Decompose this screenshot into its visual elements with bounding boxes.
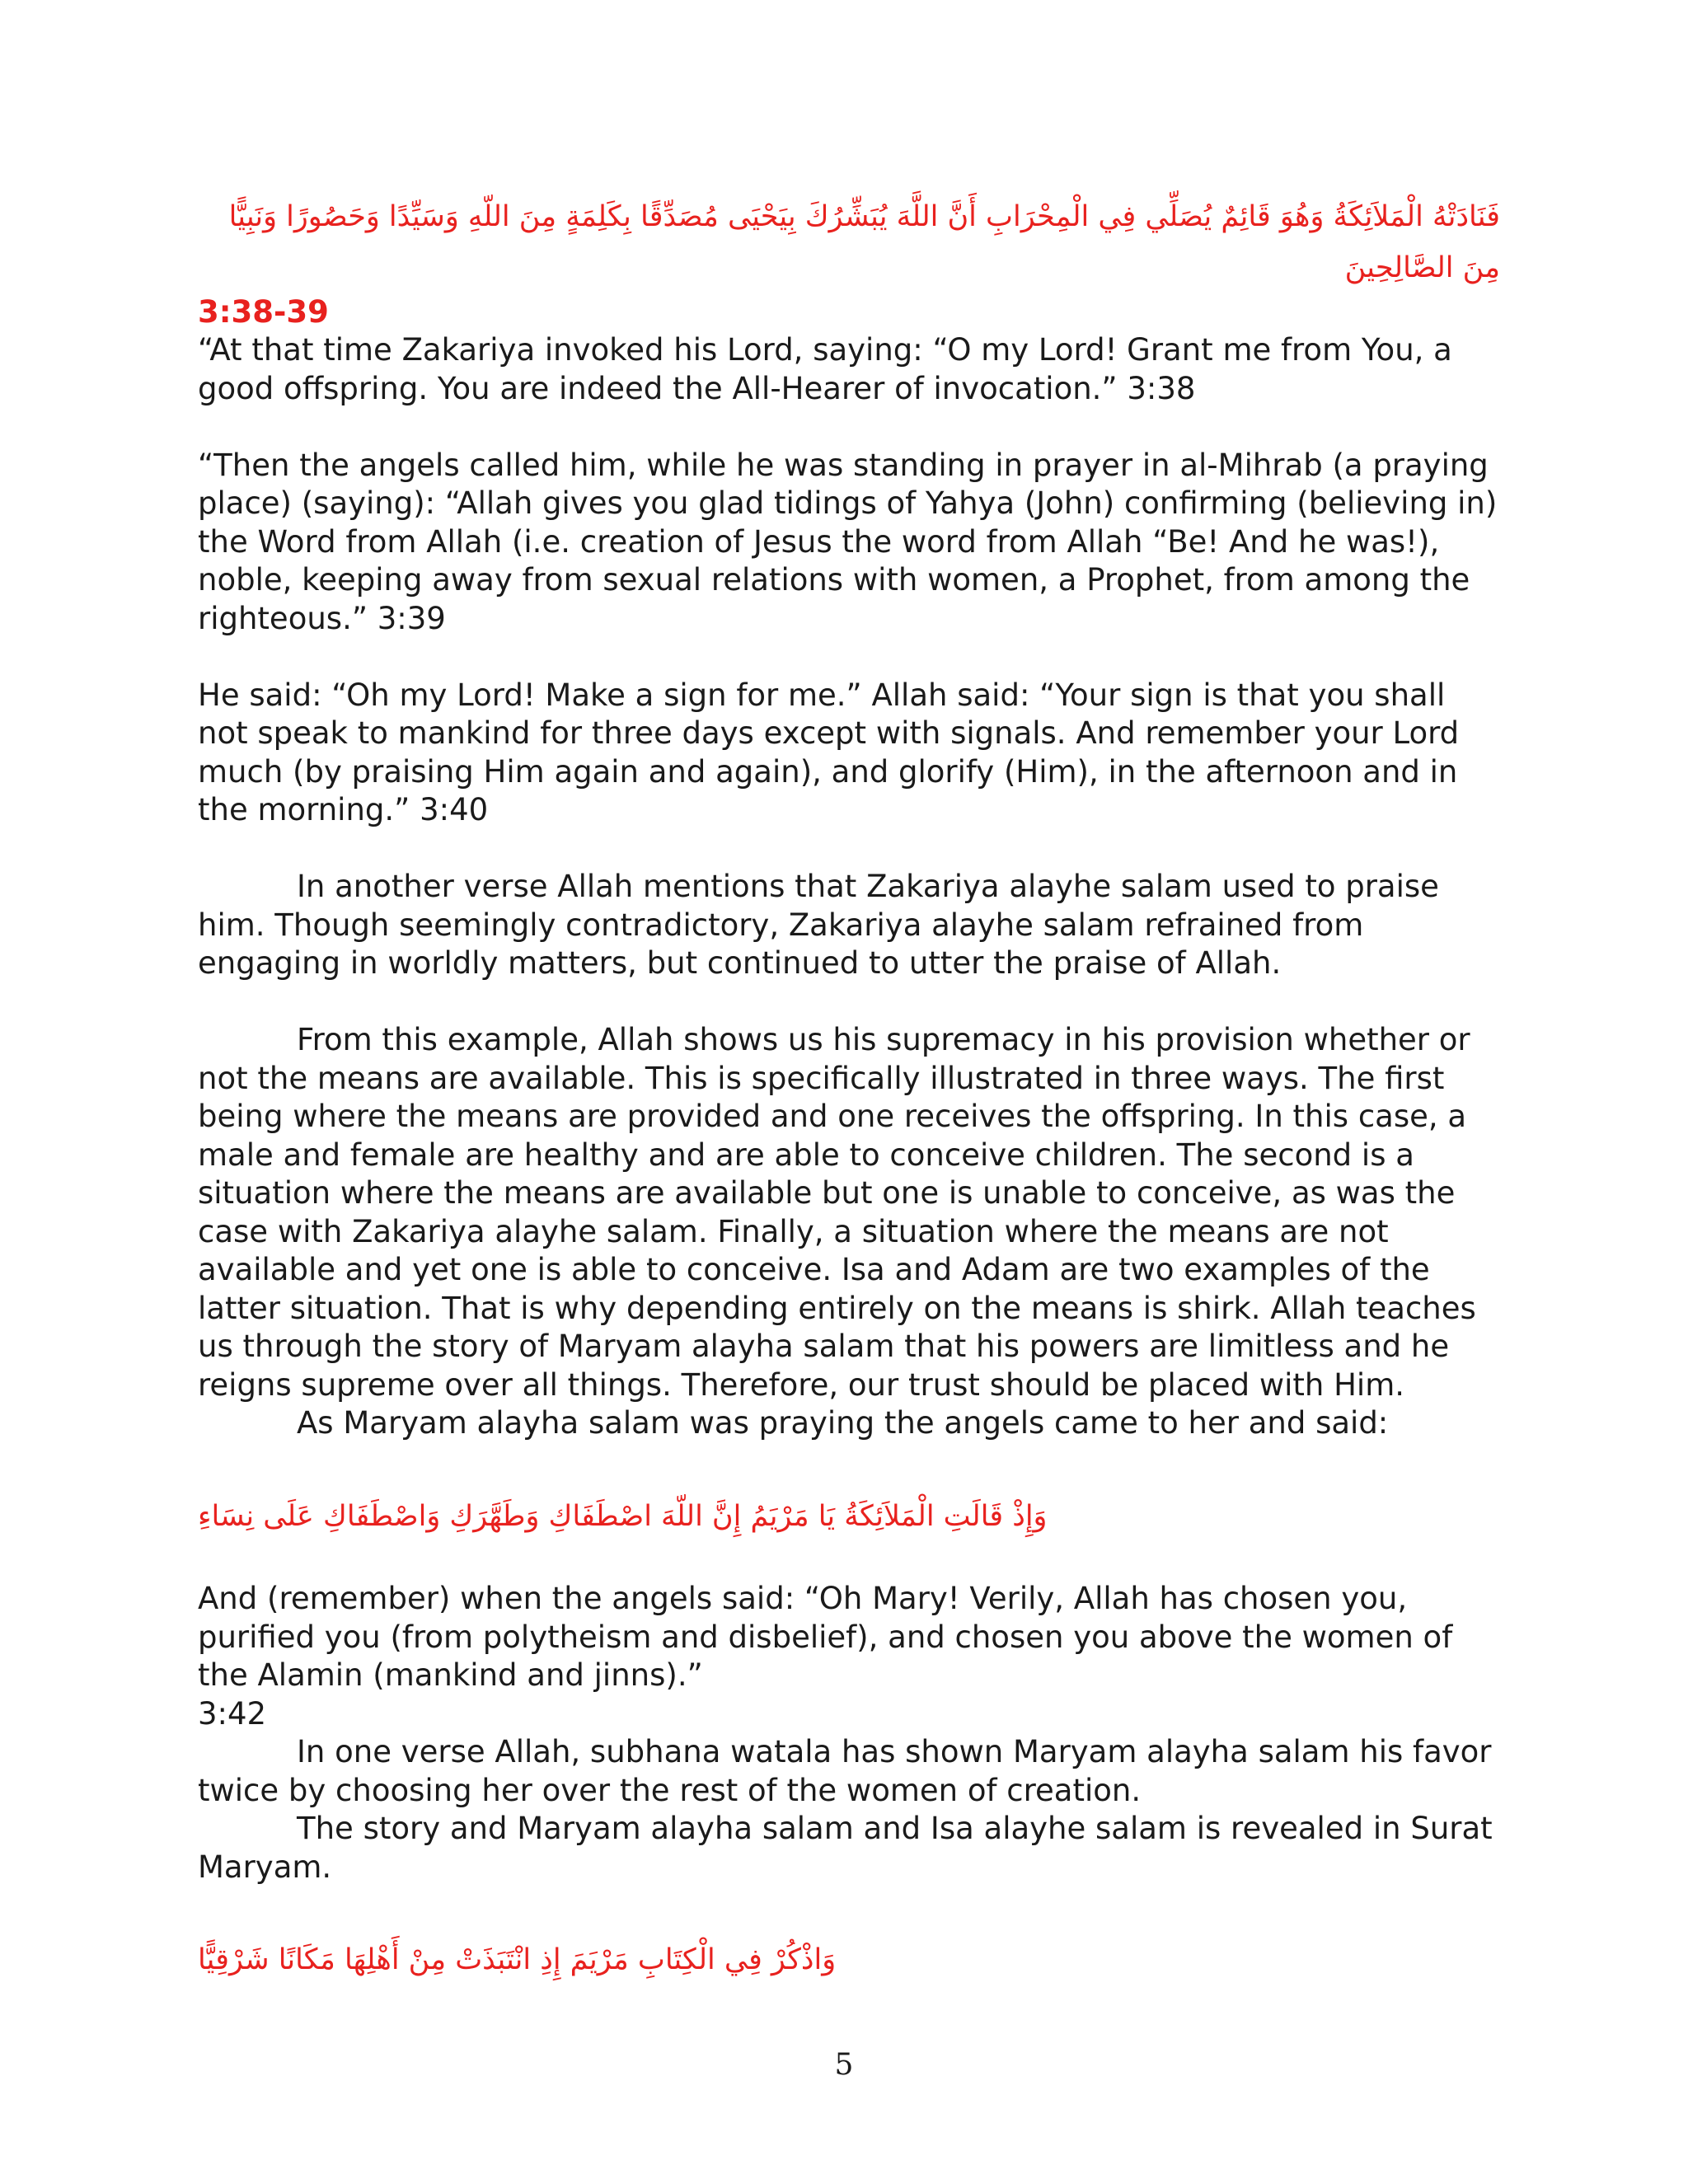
arabic-verse-3-39: فَنَادَتْهُ الْمَلاَئِكَةُ وَهُوَ قَائِمٌ يُصَلِّي فِي الْمِحْرَابِ أَنَّ اللَّهَ يُبَشِّرُكَ بِيَحْيَى مُصَدِّقًا بِكَلِمَةٍ مِنَ اللّهِ وَسَيِّدًا وَحَصُورًا وَنَبِيًّا مِنَ الصَّالِحِينَ [228,200,1500,284]
paragraph-maryam-praying: As Maryam alayha salam was praying the angels came to her and said: [297,1405,1389,1441]
paragraph-maryam-favor: In one verse Allah, subhana watala has shown Maryam alayha salam his favor twice by choosing her over the rest of the women of creation. [198,1734,1492,1808]
page-number: 5 [834,2048,854,2082]
paragraph-surat-maryam: The story and Maryam alayha salam and Isa alayhe salam is revealed in Surat Maryam. [198,1811,1493,1885]
paragraph-zakariya-praise: In another verse Allah mentions that Zakariya alayhe salam used to praise him. Though seemingly contradictory, Zakariya alayhe salam refrained from engaging in worldly matters, but continued to utter the praise of Allah. [198,869,1439,981]
page-content [198,191,1500,1985]
paragraph-supremacy-provision: From this example, Allah shows us his supremacy in his provision whether or not the means are available. This is specifically illustrated in three ways. The first being where the means are provided and one receives the offspring. In this case, a male and female are healthy and are able to conceive children. The second is a situation where the means are available but one is unable to conceive, as was the case with Zakariya alayhe salam. Finally, a situation where the means are not available and yet one is able to conceive. Isa and Adam are two examples of the latter situation. That is why depending entirely on the means is shirk. Allah teaches us through the story of Maryam alayha salam that his powers are limitless and he reigns supreme over all things. Therefore, our trust should be placed with Him. [198,1022,1476,1403]
arabic-verse-3-42: وَإِذْ قَالَتِ الْمَلاَئِكَةُ يَا مَرْيَمُ إِنَّ اللّهَ اصْطَفَاكِ وَطَهَّرَكِ وَاصْطَفَاكِ عَلَى نِسَاءِ [198,1499,1048,1533]
paragraph-verse-3-40: He said: “Oh my Lord! Make a sign for me.” Allah said: “Your sign is that you shall not speak to mankind for three days except with signals. And remember your Lord much (by praising Him again and again), and glorify (Him), in the afternoon and in the morning.” 3:40 [198,677,1460,827]
paragraph-verse-3-38: “At that time Zakariya invoked his Lord, saying: “O my Lord! Grant me from You, a good offspring. You are indeed the All-Hearer of invocation.” 3:38 [198,332,1452,406]
paragraph-verse-3-39: “Then the angels called him, while he was standing in prayer in al-Mihrab (a praying place) (saying): “Allah gives you glad tidings of Yahya (John) confirming (believing in) the Word from Allah (i.e. creation of Jesus the word from Allah “Be! And he was!), noble, keeping away from sexual relations with women, a Prophet, from among the righteous.” 3:39 [198,447,1498,636]
arabic-verse-maryam-16: وَاذْكُرْ فِي الْكِتَابِ مَرْيَمَ إِذِ انْتَبَذَتْ مِنْ أَهْلِهَا مَكَانًا شَرْقِيًّا [198,1943,837,1976]
verse-reference-3-38-39: 3:38-39 [198,294,329,330]
paragraph-verse-3-42: And (remember) when the angels said: “Oh Mary! Verily, Allah has chosen you, purified you (from polytheism and disbelief), and chosen you above the women of the Alamin (mankind and jinns).” [198,1581,1453,1693]
verse-reference-3-42: 3:42 [198,1695,267,1732]
